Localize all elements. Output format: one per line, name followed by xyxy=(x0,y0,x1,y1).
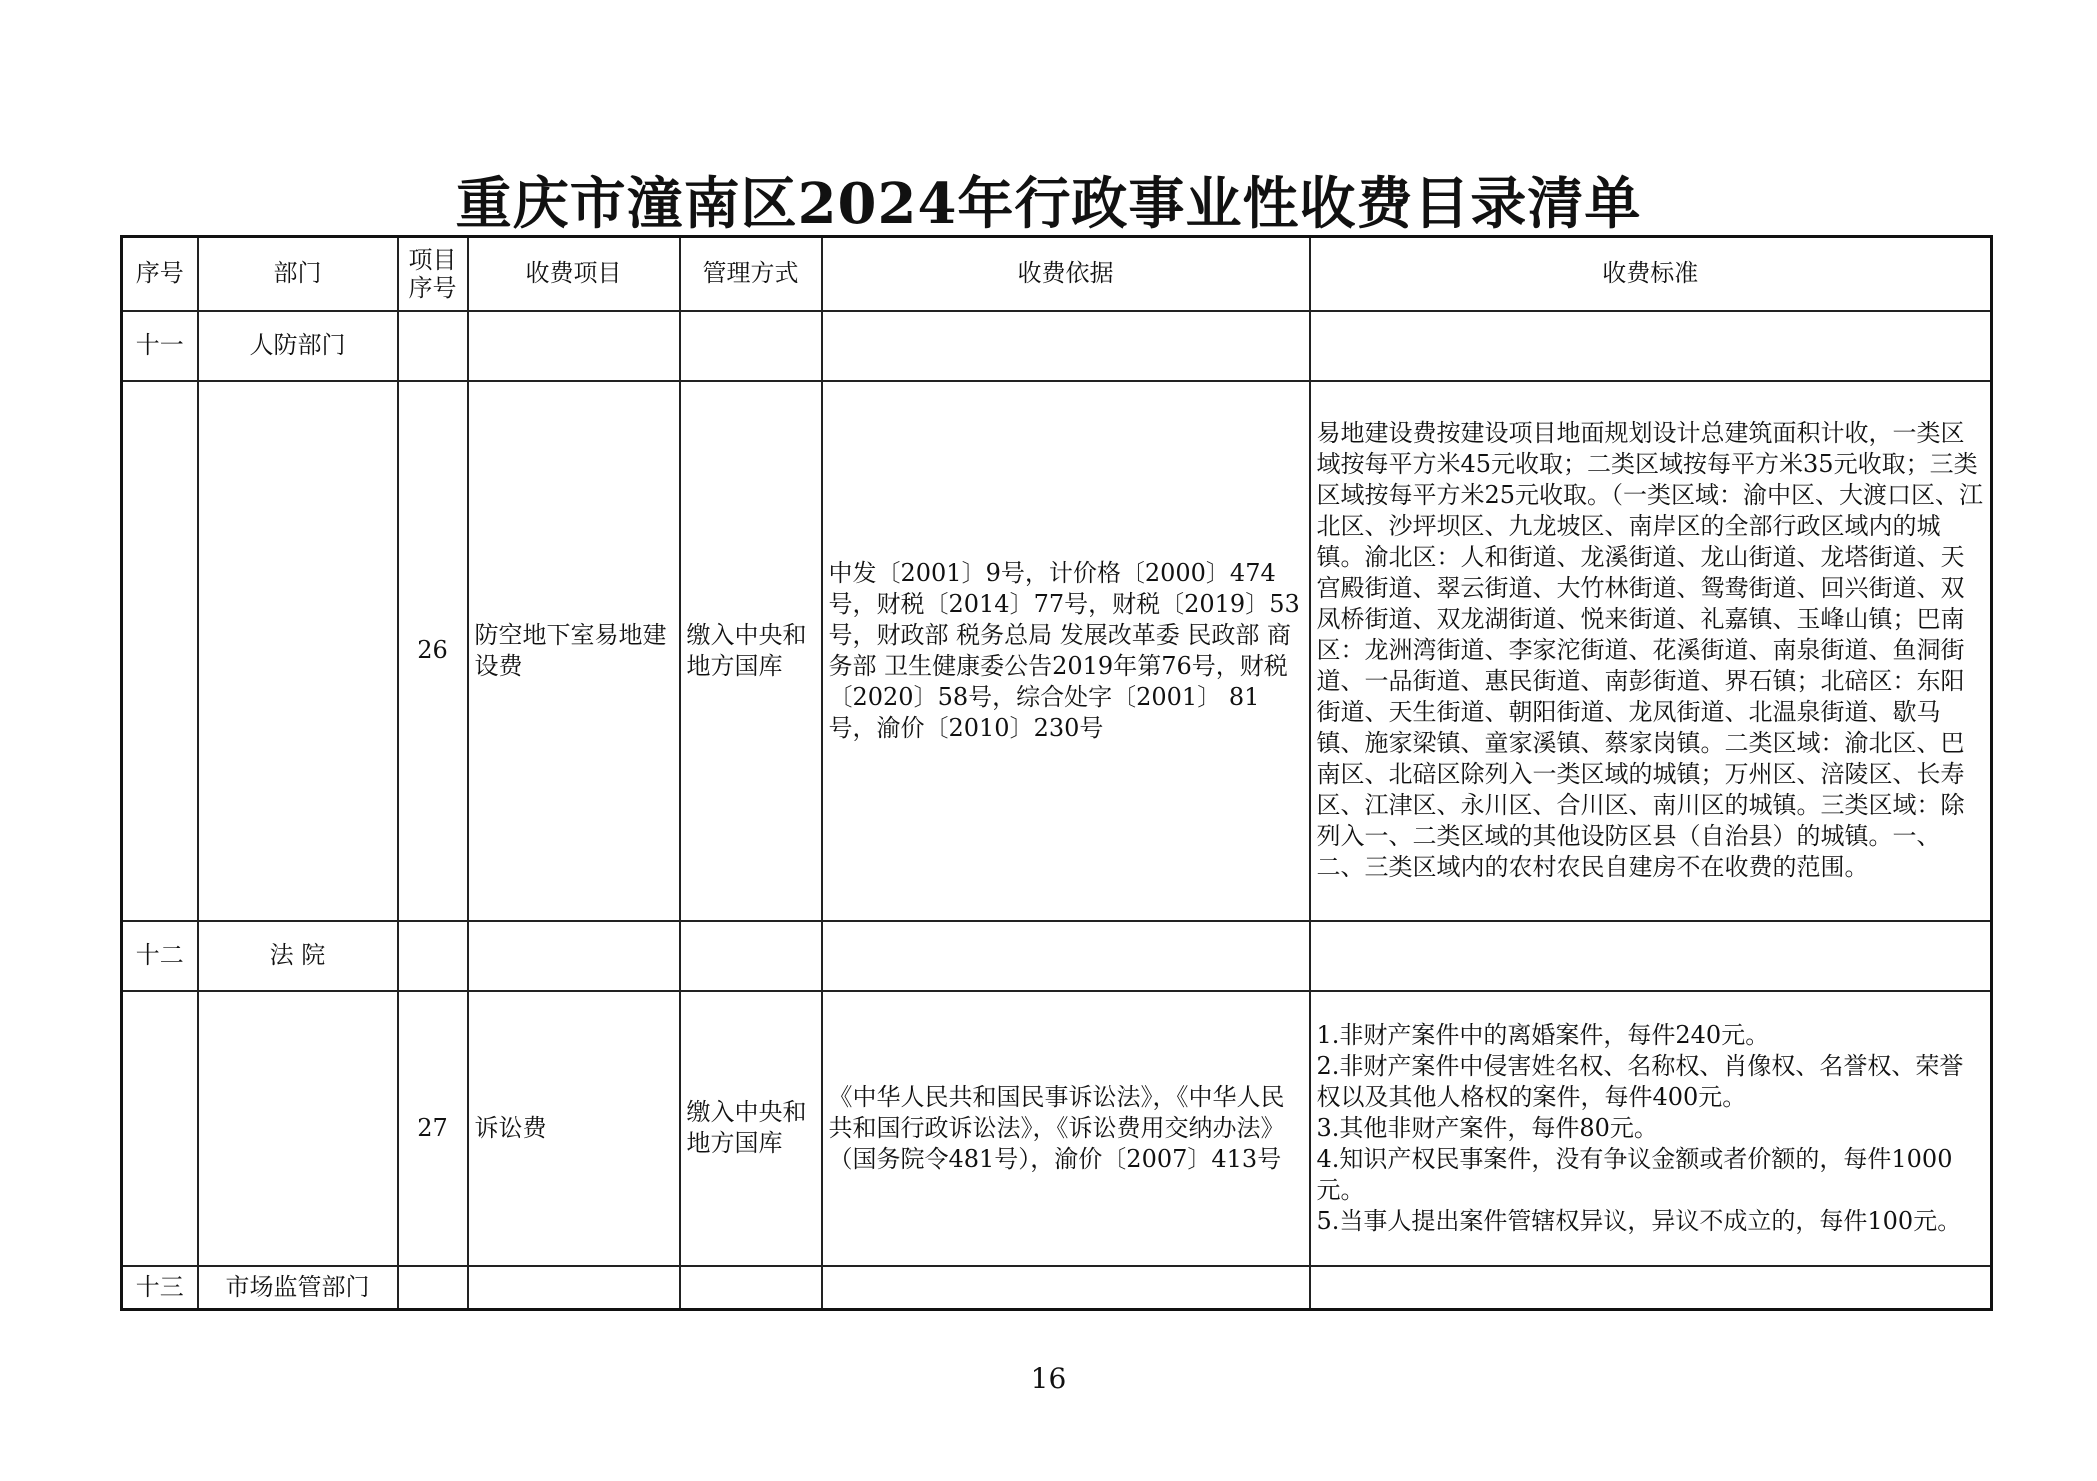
section-dept: 人防部门 xyxy=(198,311,398,381)
section-seq: 十三 xyxy=(122,1266,198,1310)
header-basis: 收费依据 xyxy=(822,237,1310,311)
item-basis: 《中华人民共和国民事诉讼法》，《中华人民共和国行政诉讼法》，《诉讼费用交纳办法》（国务院令481号），渝价〔2007〕413号 xyxy=(822,991,1310,1266)
page-number: 16 xyxy=(1030,1362,1067,1395)
fee-catalog-table xyxy=(120,235,1993,1311)
section-seq: 十一 xyxy=(122,311,198,381)
item-method: 缴入中央和地方国库 xyxy=(680,381,822,921)
header-seq: 序号 xyxy=(122,237,198,311)
item-no: 26 xyxy=(398,381,468,921)
item-standard xyxy=(1310,991,1992,1266)
standard-line: 1.非财产案件中的离婚案件，每件240元。 xyxy=(1316,1020,1770,1049)
header-standard: 收费标准 xyxy=(1310,237,1992,311)
standard-line: 5.当事人提出案件管辖权异议，异议不成立的，每件100元。 xyxy=(1316,1206,1962,1235)
section-row-market-supervision xyxy=(122,1266,1992,1310)
item-no: 27 xyxy=(398,991,468,1266)
table-row-item-26 xyxy=(122,381,1992,921)
section-row-court xyxy=(122,921,1992,991)
standard-line: 3.其他非财产案件，每件80元。 xyxy=(1316,1113,1658,1142)
section-dept: 法 院 xyxy=(198,921,398,991)
section-seq: 十二 xyxy=(122,921,198,991)
item-method: 缴入中央和地方国库 xyxy=(680,991,822,1266)
header-item: 收费项目 xyxy=(468,237,680,311)
section-row-civil-defense xyxy=(122,311,1992,381)
standard-line: 2.非财产案件中侵害姓名权、名称权、肖像权、名誉权、荣誉权以及其他人格权的案件，每件400元。 xyxy=(1316,1051,1964,1111)
item-standard: 易地建设费按建设项目地面规划设计总建筑面积计收，一类区域按每平方米45元收取；二类区域按每平方米35元收取；三类区域按每平方米25元收取。（一类区域：渝中区、大渡口区、江北区、沙坪坝区、九龙坡区、南岸区的全部行政区域内的城镇。渝北区：人和街道、龙溪街道、龙山街道、龙塔街道、天宫殿街道、翠云街道、大竹林街道、鸳鸯街道、回兴街道、双凤桥街道、双龙湖街道、悦来街道、礼嘉镇、玉峰山镇；巴南区：龙洲湾街道、李家沱街道、花溪街道、南泉街道、鱼洞街道、一品街道、惠民街道、南彭街道、界石镇；北碚区：东阳街道、天生街道、朝阳街道、龙凤街道、北温泉街道、歇马镇、施家梁镇、童家溪镇、蔡家岗镇。二类区域：渝北区、巴南区、北碚区除列入一类区域的城镇；万州区、涪陵区、长寿区、江津区、永川区、合川区、南川区的城镇。三类区域：除列入一、二类区域的其他设防区县（自治县）的城镇。一、二、三类区域内的农村农民自建房不在收费的范围。 xyxy=(1310,381,1992,921)
header-item-no: 项目 序号 xyxy=(398,237,468,311)
standard-line: 4.知识产权民事案件，没有争议金额或者价额的，每件1000元。 xyxy=(1316,1144,1953,1204)
item-name: 防空地下室易地建设费 xyxy=(468,381,680,921)
item-basis: 中发〔2001〕9号，计价格〔2000〕474号，财税〔2014〕77号，财税〔2019〕53号，财政部 税务总局 发展改革委 民政部 商务部 卫生健康委公告2019年第76号，财税〔2020〕58号，综合处字〔2001〕 81号，渝价〔2010〕230号 xyxy=(822,381,1310,921)
page-title: 重庆市潼南区2024年行政事业性收费目录清单 xyxy=(455,171,1642,237)
table-header-row xyxy=(122,237,1992,311)
header-dept: 部门 xyxy=(198,237,398,311)
section-dept: 市场监管部门 xyxy=(198,1266,398,1310)
header-method: 管理方式 xyxy=(680,237,822,311)
table-row-item-27 xyxy=(122,991,1992,1266)
item-name: 诉讼费 xyxy=(468,991,680,1266)
